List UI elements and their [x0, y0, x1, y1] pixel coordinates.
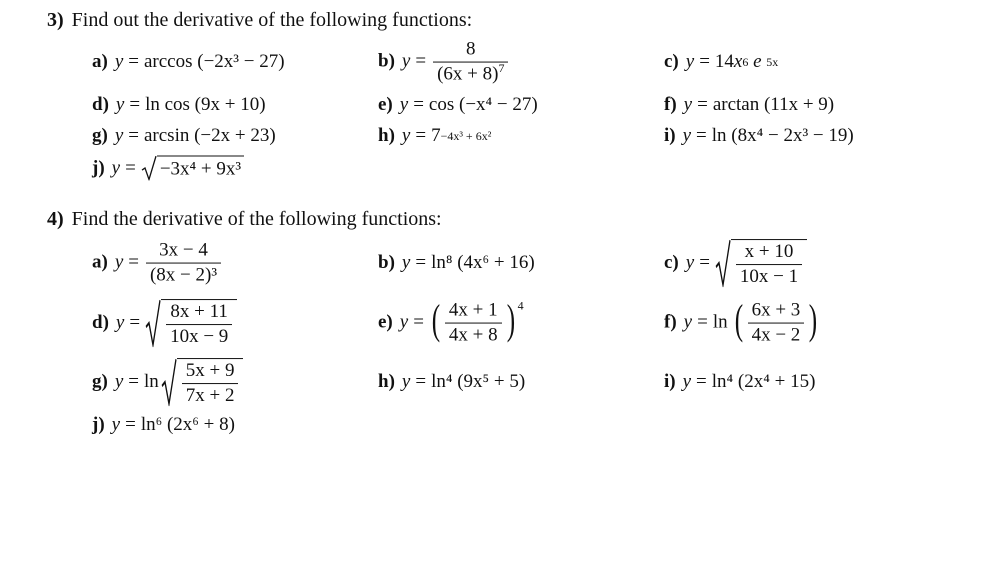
section-4-heading	[47, 208, 442, 231]
problem-3i: i) y = ln (8x⁴ − 2x³ − 19)	[664, 125, 854, 146]
expression: ln⁴ (2x⁴ + 15)	[711, 371, 816, 392]
problem-label: d)	[92, 94, 109, 115]
problem-3j: j) y = −3x⁴ + 9x³	[92, 156, 244, 181]
problem-label: h)	[378, 125, 395, 146]
problem-4j: j) y = ln⁶ (2x⁶ + 8)	[92, 414, 235, 435]
fraction	[736, 242, 802, 287]
fraction	[445, 301, 502, 346]
section-number: 4)	[47, 208, 64, 230]
problem-label: e)	[378, 94, 393, 115]
denominator: $(6x + 8)^7$	[433, 62, 508, 85]
problem-4a: a) y = $\frac{3x - 4}{\text{(8x − 2)³}}$	[92, 241, 223, 286]
exponent: 4	[517, 298, 524, 313]
radicand	[161, 299, 237, 347]
problem-label: c)	[664, 252, 679, 273]
variable-y: y	[401, 51, 411, 72]
problem-label: e)	[378, 312, 393, 333]
problem-label: j)	[92, 414, 105, 435]
expression: arctan (11x + 9)	[712, 94, 835, 115]
section-number: 3)	[47, 9, 64, 31]
expression: ln⁶ (2x⁶ + 8)	[140, 414, 235, 435]
expression: arcsin (−2x + 23)	[143, 125, 276, 146]
problem-3d: d) y = ln cos (9x + 10)	[92, 94, 266, 115]
radicand	[177, 358, 244, 406]
problem-label: i)	[664, 371, 676, 392]
right-paren: )	[809, 298, 818, 344]
problem-3f: f) y = arctan (11x + 9)	[664, 94, 835, 115]
square-root	[715, 239, 807, 287]
problem-4e: e) y = ( $\frac{4x + 1}{4x + 8}$ ) 4	[378, 298, 524, 346]
problem-3b: b) y = $\frac{8}{(6x + 8)^7}$	[378, 40, 510, 85]
problem-label: a)	[92, 252, 108, 273]
variable-y: y	[682, 371, 692, 392]
problem-label: f)	[664, 312, 677, 333]
problem-label: c)	[664, 51, 679, 72]
problem-label: j)	[92, 157, 105, 178]
exponent: 7	[498, 61, 505, 76]
function-ln: ln	[712, 312, 728, 333]
fraction	[166, 302, 232, 347]
expression: ln (8x⁴ − 2x³ − 19)	[711, 125, 854, 146]
problem-label: a)	[92, 51, 108, 72]
problem-4c: c) y = $\frac{x + 10}{10x - 1}$	[664, 239, 807, 287]
fraction	[433, 40, 508, 85]
problem-4b: b) y = ln⁸ (4x⁶ + 16)	[378, 252, 535, 273]
radical-sign-icon	[161, 358, 177, 406]
square-root	[161, 358, 244, 406]
radical-sign-icon	[141, 156, 157, 181]
coefficient: 14	[714, 51, 734, 72]
radical-sign-icon	[145, 299, 161, 347]
numerator: 8x + 11	[170, 301, 228, 323]
fraction	[146, 241, 221, 286]
denominator: 10x − 9	[166, 324, 232, 347]
problem-3c: c) y = 14 x 6 e 5x	[664, 51, 779, 72]
problem-label: b)	[378, 252, 395, 273]
variable-y: y	[685, 252, 695, 273]
variable-y: y	[115, 312, 125, 333]
left-paren: (	[431, 298, 441, 344]
problem-label: f)	[664, 94, 677, 115]
problem-4f: f) y = ln ( $\frac{6x + 3}{4x - 2}$ )	[664, 298, 818, 346]
problem-4g: g) y = ln $\frac{5x + 9}{7x + 2}$	[92, 358, 243, 406]
variable-y: y	[399, 312, 409, 333]
denominator: 7x + 2	[182, 383, 239, 406]
variable-y: y	[114, 51, 124, 72]
variable-y: y	[114, 371, 124, 392]
base: 7	[431, 125, 441, 146]
expression: cos (−x⁴ − 27)	[428, 94, 538, 115]
variable-y: y	[401, 125, 411, 146]
variable-y: y	[401, 371, 411, 392]
numerator: 4x + 1	[448, 299, 498, 321]
variable-y: y	[685, 51, 695, 72]
section-title: Find out the derivative of the following functions:	[71, 9, 473, 31]
variable-y: y	[114, 125, 124, 146]
variable-y: y	[683, 312, 693, 333]
problem-4i: i) y = ln⁴ (2x⁴ + 15)	[664, 371, 816, 392]
denominator: 4x + 8	[445, 323, 502, 346]
right-paren: )	[506, 298, 515, 344]
numerator: 8	[466, 38, 476, 60]
square-root	[141, 156, 244, 181]
variable-y: y	[682, 125, 692, 146]
problem-label: i)	[664, 125, 676, 146]
expression: ln cos (9x + 10)	[145, 94, 266, 115]
variable-y: y	[114, 252, 124, 273]
square-root	[145, 299, 237, 347]
radicand	[731, 239, 807, 287]
left-paren: (	[734, 298, 743, 344]
problem-label: g)	[92, 371, 108, 392]
variable-y: y	[111, 157, 121, 178]
problem-label: b)	[378, 51, 395, 72]
fraction	[748, 301, 805, 346]
variable-y: y	[399, 94, 409, 115]
problem-4h: h) y = ln⁴ (9x⁵ + 5)	[378, 371, 526, 392]
denominator: 10x − 1	[736, 264, 802, 287]
problem-label: h)	[378, 371, 395, 392]
section-3-heading	[47, 9, 472, 32]
numerator: x + 10	[744, 241, 794, 263]
radical-sign-icon	[715, 239, 731, 287]
section-title: Find the derivative of the following functions:	[71, 208, 442, 230]
expression: ln⁸ (4x⁶ + 16)	[431, 252, 535, 273]
variable-y: y	[111, 414, 121, 435]
function-ln: ln	[143, 371, 159, 392]
expression: ln⁴ (9x⁵ + 5)	[431, 371, 526, 392]
denominator: 4x − 2	[748, 323, 805, 346]
problem-3g: g) y = arcsin (−2x + 23)	[92, 125, 276, 146]
problem-3e: e) y = cos (−x⁴ − 27)	[378, 94, 538, 115]
problem-label: g)	[92, 125, 108, 146]
variable-y: y	[683, 94, 693, 115]
variable-y: y	[401, 252, 411, 273]
variable-y: y	[115, 94, 125, 115]
radicand: −3x⁴ + 9x³	[157, 156, 244, 181]
numerator: 3x − 4	[159, 239, 208, 261]
fraction	[182, 361, 239, 406]
problem-3h: h) y = 7 −4x³ + 6x²	[378, 125, 492, 146]
problem-4d: d) y = $\frac{8x + 11}{10x - 9}$	[92, 299, 237, 347]
denominator: (8x − 2)³	[146, 263, 221, 286]
numerator: 6x + 3	[751, 299, 801, 321]
problem-3a: a) y = arccos (−2x³ − 27)	[92, 51, 285, 72]
numerator: 5x + 9	[185, 360, 235, 382]
expression: arccos (−2x³ − 27)	[143, 51, 285, 72]
problem-label: d)	[92, 312, 109, 333]
